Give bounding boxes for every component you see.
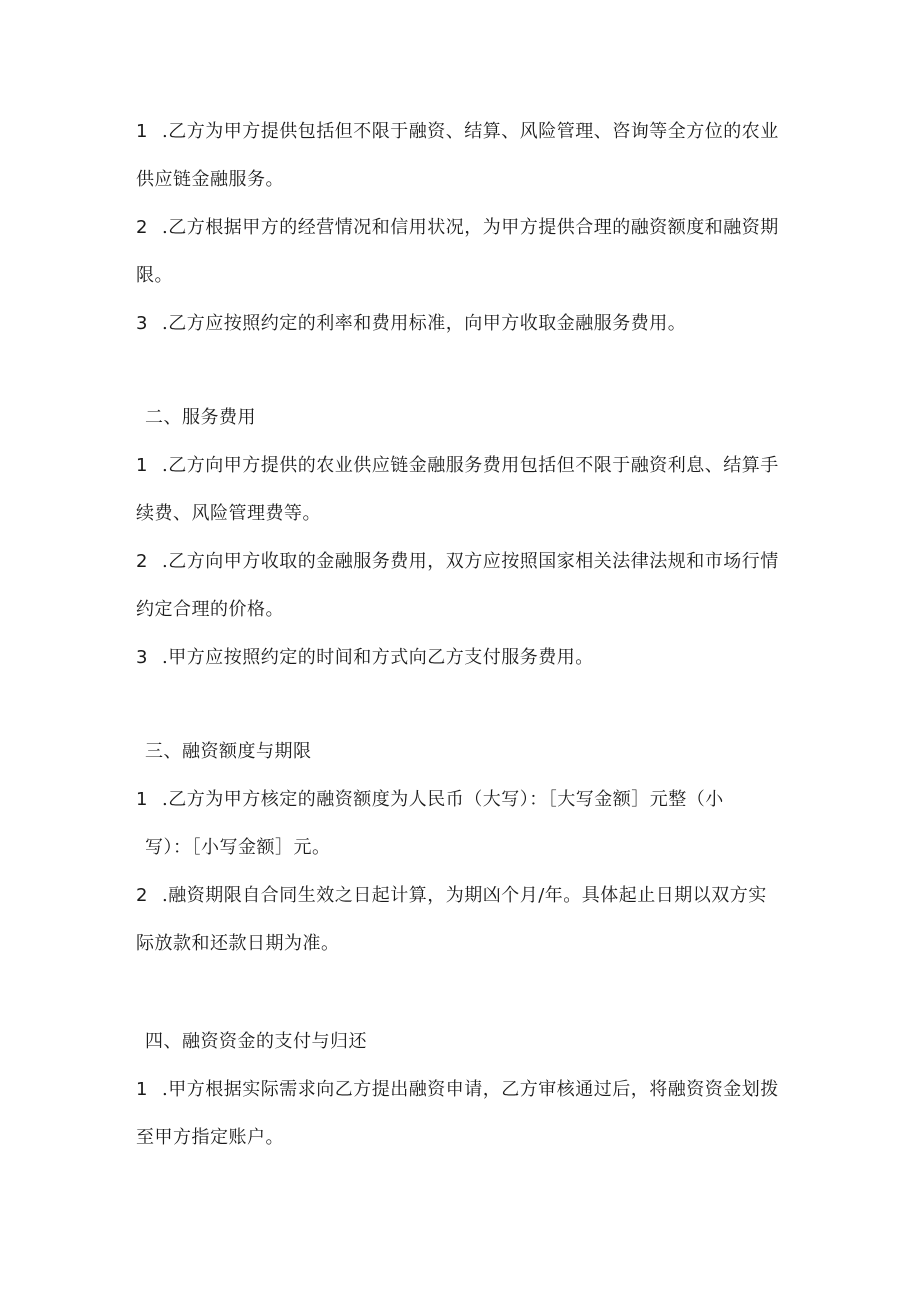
s2-item-3-line1	[136, 646, 594, 670]
s1-item-1-line1	[136, 120, 779, 144]
item-number: 1	[136, 455, 148, 476]
s4-item-1-line1	[136, 1078, 779, 1102]
s3-item-2-line2: 际放款和还款日期为准。	[136, 933, 340, 954]
item-number: 2	[136, 217, 148, 238]
item-text: .乙方应按照约定的利率和费用标准，向甲方收取金融服务费用。	[162, 313, 687, 334]
item-number: 3	[136, 647, 148, 668]
item-text: .融资期限自合同生效之日起计算，为期凶个月/年。具体起止日期以双方实	[162, 885, 767, 906]
item-text: .乙方向甲方收取的金融服务费用，双方应按照国家相关法律法规和市场行情	[162, 551, 779, 572]
item-text: .甲方应按照约定的时间和方式向乙方支付服务费用。	[162, 647, 594, 668]
s3-item-1-line1	[136, 788, 724, 812]
s3-item-1-line2: 写）：［小写金额］元。	[145, 837, 331, 858]
item-number: 2	[136, 551, 148, 572]
item-number: 2	[136, 885, 148, 906]
s1-item-3-line1	[136, 312, 686, 336]
s4-item-1-line2: 至甲方指定账户。	[136, 1127, 284, 1148]
s1-item-1-line2: 供应链金融服务。	[136, 169, 284, 190]
s2-item-1-line2: 续费、风险管理费等。	[136, 503, 321, 524]
item-text: .乙方为甲方提供包括但不限于融资、结算、风险管理、咨询等全方位的农业	[162, 121, 779, 142]
item-number: 1	[136, 121, 148, 142]
item-number: 1	[136, 789, 148, 810]
s2-item-1-line1	[136, 454, 779, 478]
s1-item-2-line2: 限。	[136, 265, 173, 286]
s2-item-2-line1	[136, 550, 779, 574]
section-heading-service-fee: 二、服务费用	[145, 407, 256, 428]
item-number: 1	[136, 1079, 148, 1100]
item-text: .乙方为甲方核定的融资额度为人民币（大写）：［大写金额］元整（小	[162, 789, 724, 810]
section-heading-fund-payment: 四、融资资金的支付与归还	[145, 1031, 367, 1052]
s3-item-2-line1	[136, 884, 767, 908]
section-heading-financing-limit: 三、融资额度与期限	[145, 741, 312, 762]
item-number: 3	[136, 313, 148, 334]
item-text: .乙方根据甲方的经营情况和信用状况，为甲方提供合理的融资额度和融资期	[162, 217, 779, 238]
s1-item-2-line1	[136, 216, 779, 240]
s2-item-2-line2: 约定合理的价格。	[136, 599, 284, 620]
item-text: .甲方根据实际需求向乙方提出融资申请，乙方审核通过后，将融资资金划拨	[162, 1079, 779, 1100]
item-text: .乙方向甲方提供的农业供应链金融服务费用包括但不限于融资利息、结算手	[162, 455, 779, 476]
